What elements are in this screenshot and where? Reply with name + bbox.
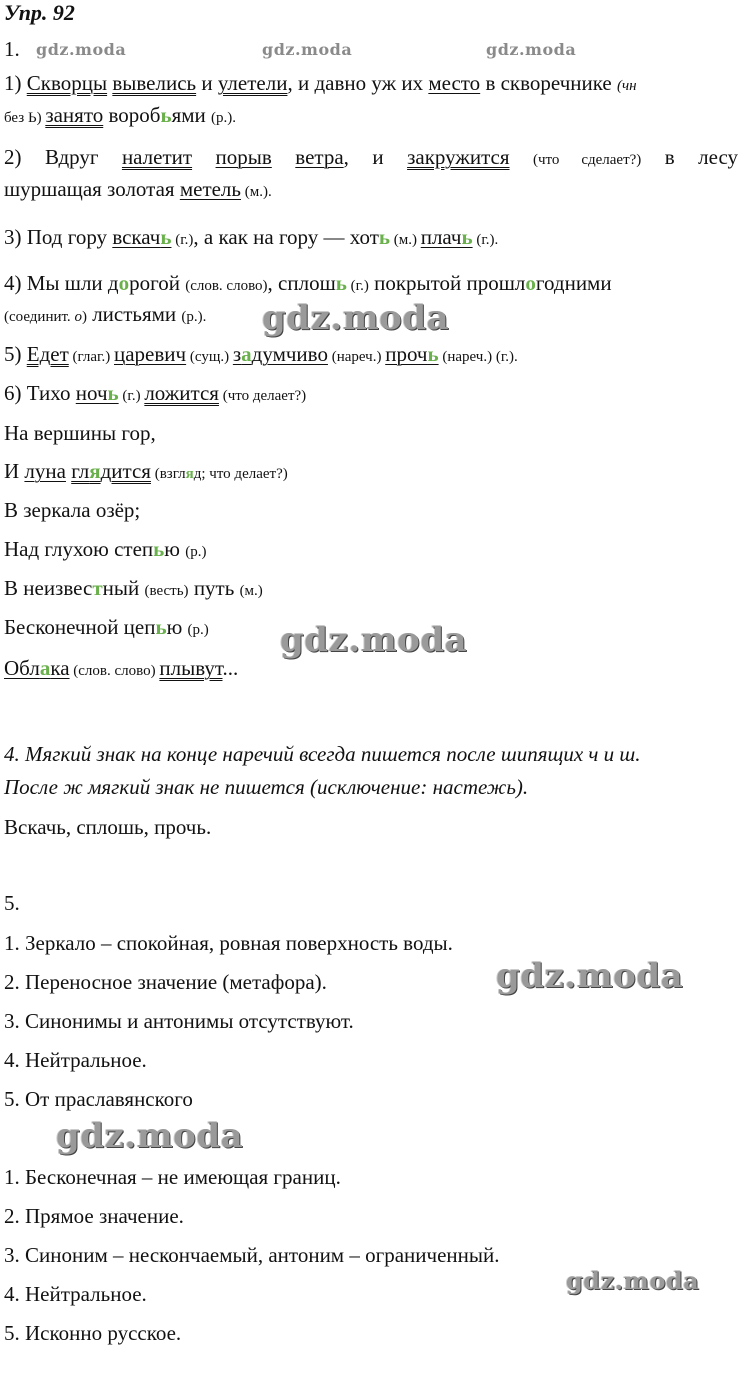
sentence-1-line-2: без Ь) занято воробьями (р.).: [4, 103, 236, 127]
watermark-3: gdz.moda: [486, 40, 577, 59]
section-5-b-item-1: 1. Бесконечная – не имеющая границ.: [4, 1165, 341, 1189]
sentence-3: 3) Под гору вскачь (г.), а как на гору — хоть (м.) плачь (г.).: [4, 225, 499, 249]
sentence-6: 6) Тихо ночь (г.) ложится (что делает?): [4, 381, 307, 405]
section-5-a-item-5: 5. От праславянского: [4, 1087, 193, 1111]
poem-line-2: И луна глядится (взгляд; что делает?): [4, 459, 288, 483]
watermark-6: gdz.moda: [496, 956, 684, 996]
watermark-8: gdz.moda: [566, 1266, 700, 1295]
watermark-2: gdz.moda: [262, 40, 353, 59]
watermark-4: gdz.moda: [262, 298, 450, 338]
watermark-1: gdz.moda: [36, 40, 127, 59]
section-5-b-item-5: 5. Исконно русское.: [4, 1321, 182, 1345]
section-1-number: 1.: [4, 37, 20, 61]
poem-line-3: В зеркала озёр;: [4, 498, 141, 522]
poem-line-6: Бесконечной цепью (р.): [4, 615, 209, 639]
poem-line-1: На вершины гор,: [4, 421, 156, 445]
watermark-7: gdz.moda: [56, 1116, 244, 1156]
section-4-rule-line-1: 4. Мягкий знак на конце наречий всегда пишется после шипящих ч и ш.: [4, 742, 641, 766]
section-5-a-item-2: 2. Переносное значение (метафора).: [4, 970, 327, 994]
section-5-b-item-2: 2. Прямое значение.: [4, 1204, 184, 1228]
section-5-a-item-1: 1. Зеркало – спокойная, ровная поверхность воды.: [4, 931, 453, 955]
section-5-a-item-4: 4. Нейтральное.: [4, 1048, 147, 1072]
section-4-rule-line-2: После ж мягкий знак не пишется (исключение: настежь).: [4, 775, 529, 799]
sentence-2-line-1: 2) Вдруг налетит порыв ветра, и закружится (что сделает?) в лесу: [4, 145, 739, 169]
section-5-number: 5.: [4, 891, 20, 915]
section-5-a-item-3: 3. Синонимы и антонимы отсутствуют.: [4, 1009, 354, 1033]
section-5-b-item-4: 4. Нейтральное.: [4, 1282, 147, 1306]
sentence-5: 5) Едет (глаг.) царевич (сущ.) задумчиво (нареч.) прочь (нареч.) (г.).: [4, 342, 518, 366]
sentence-1-line-1: 1) Скворцы вывелись и улетели, и давно уж их место в скворечнике (чн: [4, 71, 637, 95]
poem-line-7: Облака (слов. слово) плывут...: [4, 656, 239, 680]
section-4-examples: Вскачь, сплошь, прочь.: [4, 815, 212, 839]
sentence-4-line-2: (соединит. о) листьями (р.).: [4, 302, 207, 326]
section-5-b-item-3: 3. Синоним – нескончаемый, антоним – ограниченный.: [4, 1243, 500, 1267]
sentence-2-line-2: шуршащая золотая метель (м.).: [4, 177, 272, 201]
poem-line-4: Над глухою степью (р.): [4, 537, 207, 561]
exercise-title: Упр. 92: [4, 0, 75, 25]
watermark-5: gdz.moda: [280, 620, 468, 660]
sentence-4-line-1: 4) Мы шли дорогой (слов. слово), сплошь (г.) покрытой прошлогодними: [4, 271, 612, 295]
poem-line-5: В неизвестный (весть) путь (м.): [4, 576, 263, 600]
